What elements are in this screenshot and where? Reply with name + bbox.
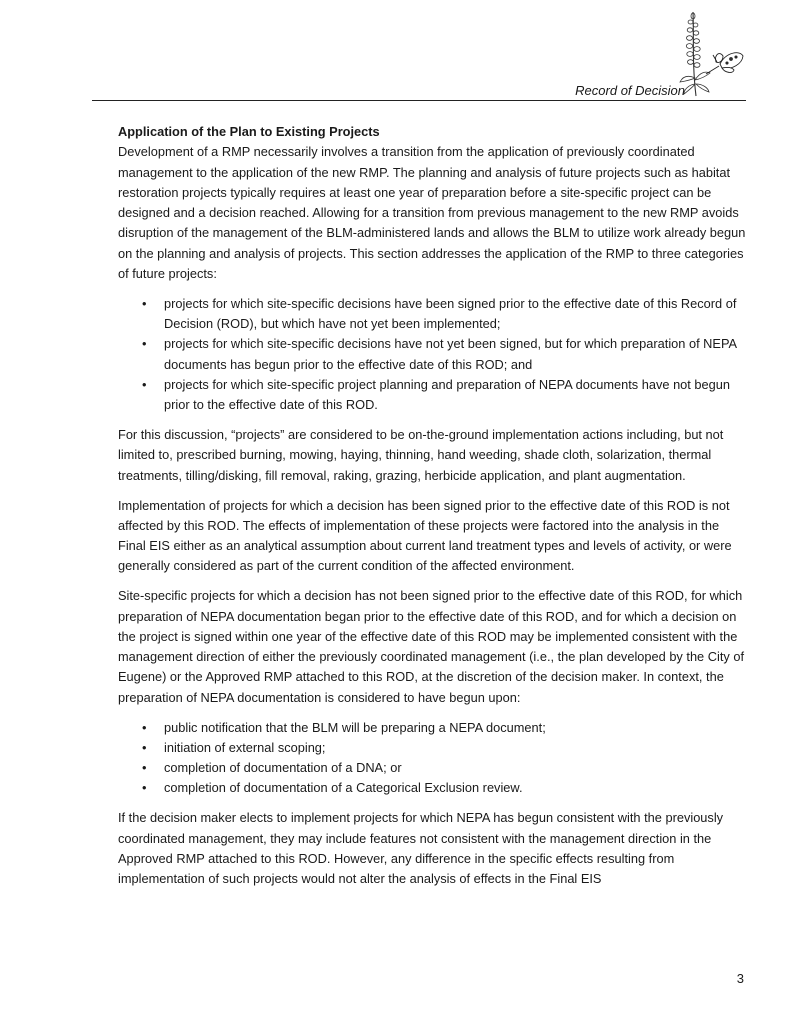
- closing-paragraph: If the decision maker elects to implement projects for which NEPA has begun consistent with the previously coordinated management, they may include features not consistent with the management direction in the Approved RMP attached to this ROD. However, any difference in the specific effects resulting from implementation of such projects would not alter the analysis of effects in the Final EIS: [118, 810, 724, 887]
- header-rule: [92, 100, 746, 101]
- list-item: • public notification that the BLM will be preparing a NEPA document;: [164, 718, 746, 738]
- nepa-begun-list: [118, 718, 746, 799]
- list-item: • projects for which site-specific decisions have been signed prior to the effective date of this Record of Decision (ROD), but which have not yet been implemented;: [164, 294, 746, 335]
- section-heading: Application of the Plan to Existing Projects: [118, 124, 380, 139]
- list-item: • projects for which site-specific decisions have not yet been signed, but for which preparation of NEPA documents has begun prior to the effective date of this ROD; and: [164, 334, 746, 375]
- signed-decisions-paragraph: Implementation of projects for which a decision has been signed prior to the effective date of this ROD is not affected by this ROD. The effects of implementation of these projects were factored into the analysis in the Final EIS either as an analytical assumption about current land treatment types and levels of activity, or were generally considered as part of the current condition of the affected environment.: [118, 497, 732, 574]
- projects-definition-paragraph: For this discussion, “projects” are considered to be on-the-ground implementation actions including, but not limited to, prescribed burning, mowing, haying, thinning, hand weeding, shade cloth, solarization, thermal treatments, tilling/disking, fill removal, raking, grazing, herbicide application, and plant augmentation.: [118, 427, 724, 483]
- list-item: • completion of documentation of a DNA; or: [164, 758, 746, 778]
- intro-paragraph: Development of a RMP necessarily involves a transition from the application of previously coordinated management to the application of the new RMP. The planning and analysis of future projects such as habitat restoration projects typically requires at least one year of preparation before a site-specific project can be designed and a decision reached. Allowing for a transition from previous management to the new RMP avoids disruption of the management of the BLM-administered lands and allows the BLM to utilize work already begun on the planning and analysis of projects. This section addresses the application of the RMP to three categories of future projects:: [118, 144, 746, 282]
- page-number: 3: [736, 971, 744, 986]
- list-item: • initiation of external scoping;: [164, 738, 746, 758]
- running-header-title: Record of Decision: [575, 83, 685, 98]
- lupine-and-butterfly-icon: [676, 8, 746, 103]
- project-categories-list: [118, 294, 746, 416]
- unsigned-decisions-paragraph: Site-specific projects for which a decision has not been signed prior to the effective date of this ROD, for which preparation of NEPA documentation began prior to the effective date of this ROD, and for which a decision on the project is signed within one year of the effective date of this ROD may be implemented consistent with the management direction of either the previously coordinated management (i.e., the plan developed by the City of Eugene) or the Approved RMP attached to this ROD, at the discretion of the decision maker. In context, the preparation of NEPA documentation is considered to have begun upon:: [118, 588, 744, 705]
- list-item: • completion of documentation of a Categorical Exclusion review.: [164, 778, 746, 798]
- document-body: [118, 122, 746, 899]
- list-item: • projects for which site-specific project planning and preparation of NEPA documents have not begun prior to the effective date of this ROD.: [164, 375, 746, 416]
